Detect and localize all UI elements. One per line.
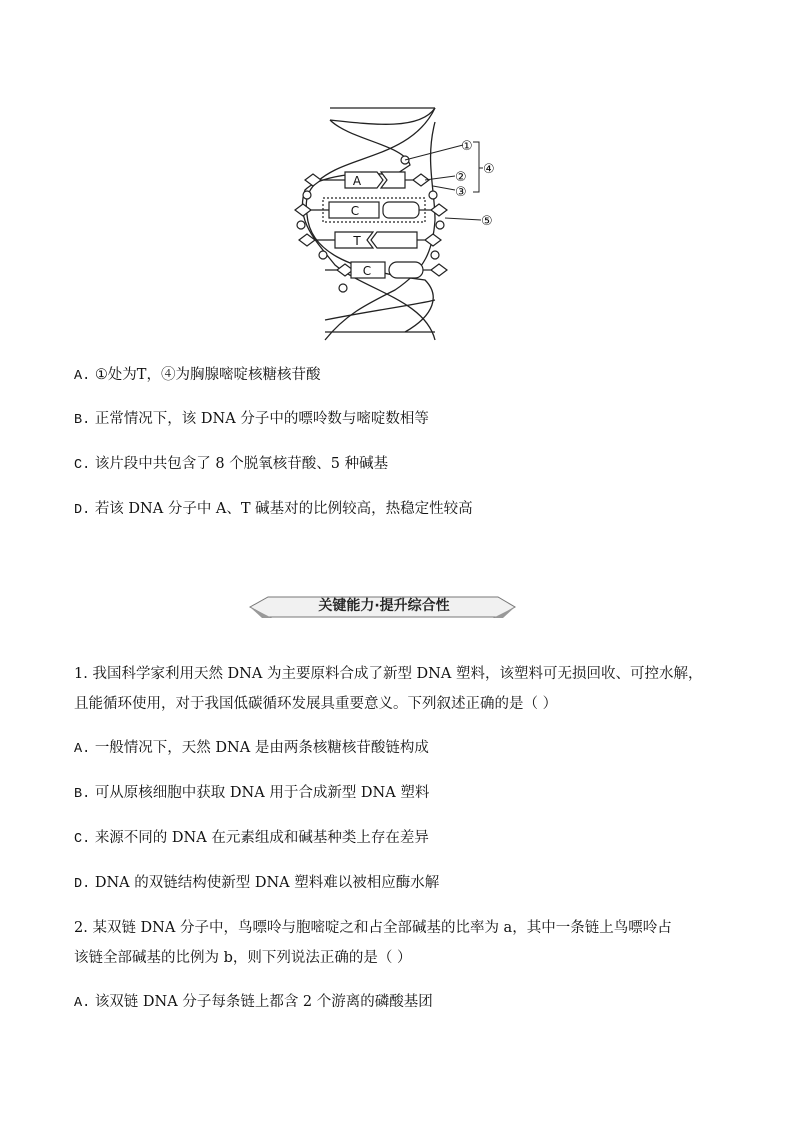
base-letter-T: T bbox=[353, 234, 361, 248]
option-text: 该片段中共包含了 8 个脱氧核苷酸、5 种碱基 bbox=[94, 456, 389, 472]
marker-2: ② bbox=[455, 170, 467, 185]
phosphate-circle bbox=[431, 251, 439, 259]
q2-option-a bbox=[74, 992, 433, 1014]
base-letter-A: A bbox=[352, 174, 362, 188]
backbone-strand-right bbox=[306, 108, 435, 332]
option-d-top bbox=[74, 499, 473, 521]
option-text: 来源不同的 DNA 在元素组成和碱基种类上存在差异 bbox=[94, 830, 429, 846]
marker-5: ⑤ bbox=[481, 214, 493, 229]
pentose-sugar bbox=[295, 204, 311, 216]
phosphate-circle bbox=[319, 251, 327, 259]
base-block-G-partner bbox=[383, 202, 419, 218]
q2-stem-line1: 2. 某双链 DNA 分子中，鸟嘌呤与胞嘧啶之和占全部碱基的比率为 a，其中一条链上鸟嘌呤占 bbox=[74, 920, 672, 936]
phosphate-circle bbox=[297, 221, 305, 229]
marker-3: ③ bbox=[455, 185, 467, 200]
backbone-strand-left bbox=[302, 120, 435, 340]
option-label: A. bbox=[74, 996, 91, 1011]
base-letter-C: C bbox=[350, 204, 360, 218]
phosphate-circle bbox=[429, 191, 437, 199]
pentose-sugar bbox=[431, 204, 447, 216]
pentose-sugar bbox=[305, 174, 321, 186]
phosphate-circle bbox=[303, 191, 311, 199]
phosphate-circle bbox=[436, 221, 444, 229]
backbone-strand-right-2 bbox=[325, 122, 435, 340]
pentose-sugar bbox=[425, 234, 441, 246]
q1-stem-line1: 1. 我国科学家利用天然 DNA 为主要原料合成了新型 DNA 塑料，该塑料可无损回收、可控水解， bbox=[74, 666, 703, 682]
option-label: C. bbox=[74, 832, 91, 847]
option-text: 可从原核细胞中获取 DNA 用于合成新型 DNA 塑料 bbox=[94, 785, 430, 801]
backbone-strand-top-2 bbox=[330, 108, 435, 124]
marker-1: ① bbox=[461, 139, 473, 154]
option-text: 该双链 DNA 分子每条链上都含 2 个游离的磷酸基团 bbox=[94, 994, 433, 1010]
q1-stem-line2: 且能循环使用，对于我国低碳循环发展具重要意义。下列叙述正确的是（ ） bbox=[74, 696, 558, 712]
backbone-strand-bottom bbox=[325, 300, 435, 320]
dna-structure-diagram bbox=[285, 100, 515, 345]
base-block-A-partner bbox=[371, 232, 417, 248]
phosphate-circle bbox=[339, 284, 347, 292]
option-text: 正常情况下，该 DNA 分子中的嘌呤数与嘧啶数相等 bbox=[94, 411, 429, 427]
q1-option-a bbox=[74, 738, 429, 760]
base-block-T-partner bbox=[381, 172, 405, 188]
option-label: A. bbox=[74, 369, 91, 384]
option-text: 若该 DNA 分子中 A、T 碱基对的比例较高，热稳定性较高 bbox=[94, 501, 473, 517]
option-text: ①处为T，④为胸腺嘧啶核糖核苷酸 bbox=[94, 367, 321, 383]
pentose-sugar bbox=[431, 264, 447, 276]
option-text: 一般情况下，天然 DNA 是由两条核糖核苷酸链构成 bbox=[94, 740, 429, 756]
option-label: D. bbox=[74, 877, 91, 892]
option-a-top bbox=[74, 365, 320, 387]
base-block-G2-partner bbox=[389, 262, 423, 278]
q1-option-c bbox=[74, 828, 429, 850]
base-letter-C2: C bbox=[362, 264, 372, 278]
option-c-top bbox=[74, 454, 388, 476]
option-b-top bbox=[74, 409, 429, 431]
q1-option-d bbox=[74, 873, 439, 895]
option-label: B. bbox=[74, 413, 91, 428]
section-title: 关键能力·提升综合性 bbox=[318, 598, 450, 614]
marker-4: ④ bbox=[483, 162, 495, 177]
option-label: C. bbox=[74, 458, 91, 473]
option-label: A. bbox=[74, 742, 91, 757]
q1-option-b bbox=[74, 783, 429, 805]
base-block-A bbox=[345, 172, 383, 188]
option-text: DNA 的双链结构使新型 DNA 塑料难以被相应酶水解 bbox=[94, 875, 440, 891]
option-label: B. bbox=[74, 787, 91, 802]
option-label: D. bbox=[74, 503, 91, 518]
q2-stem-line2: 该链全部碱基的比例为 b，则下列说法正确的是（ ） bbox=[74, 950, 412, 966]
